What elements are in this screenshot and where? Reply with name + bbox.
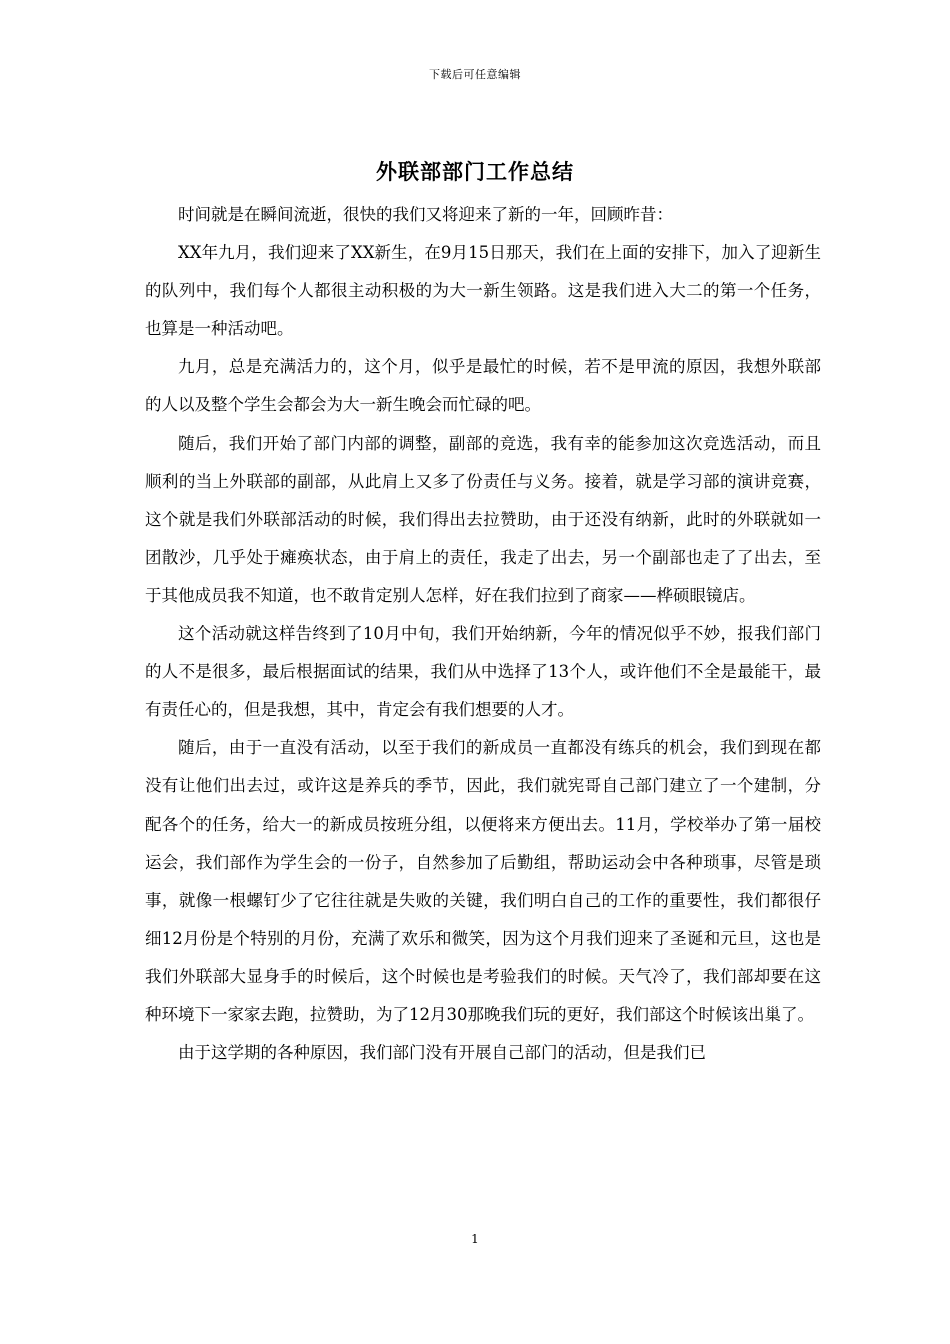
paragraph-november-december: 随后，由于一直没有活动，以至于我们的新成员一直都没有练兵的机会，我们到现在都没有让他们出去过，或许这是养兵的季节，因此，我们就宪哥自己部门建立了一个建制，分配各个的任务，给大一的新成员按班分组，以便将来方便出去。11月，学校举办了第一届校运会，我们部作为学生会的一份子，自然参加了后勤组，帮助运动会中各种琐事，尽管是琐事，就像一根螺钉少了它往往就是失败的关键，我们明白自己的工作的重要性，我们都很仔细12月份是个特别的月份，充满了欢乐和微笑，因为这个月我们迎来了圣诞和元旦，这也是我们外联部大显身手的时候后，这个时候也是考验我们的时候。天气冷了，我们部却要在这种环境下一家家去跑，拉赞助，为了12月30那晚我们玩的更好，我们部这个时候该出巢了。 bbox=[145, 738, 821, 1024]
paragraph-recruitment: 这个活动就这样告终到了10月中旬，我们开始纳新，今年的情况似乎不妙，报我们部门的人不是很多，最后根据面试的结果，我们从中选择了13个人，或许他们不全是最能干，最有责任心的，但是我想，其中，肯定会有我们想要的人才。 bbox=[145, 624, 821, 720]
document-body bbox=[145, 196, 821, 1072]
page-header-note: 下载后可任意编辑 bbox=[429, 68, 521, 81]
paragraph-department-adjustment: 随后，我们开始了部门内部的调整，副部的竞选，我有幸的能参加这次竞选活动，而且顺利的当上外联部的副部，从此肩上又多了份责任与义务。接着，就是学习部的演讲竞赛，这个就是我们外联部活动的时候，我们得出去拉赞助，由于还没有纳新，此时的外联就如一团散沙，几乎处于瘫痪状态，由于肩上的责任，我走了出去，另一个副部也走了了出去，至于其他成员我不知道，也不敢肯定别人怎样，好在我们拉到了商家——桦硕眼镜店。 bbox=[145, 433, 821, 605]
paragraph-september-welcome: XX年九月，我们迎来了XX新生，在9月15日那天，我们在上面的安排下，加入了迎新生的队列中，我们每个人都很主动积极的为大一新生领路。这是我们进入大二的第一个任务，也算是一种活动吧。 bbox=[145, 243, 821, 339]
paragraph-semester-summary: 由于这学期的各种原因，我们部门没有开展自己部门的活动，但是我们已 bbox=[178, 1043, 706, 1063]
paragraph-september-busy: 九月，总是充满活力的，这个月，似乎是最忙的时候，若不是甲流的原因，我想外联部的人以及整个学生会都会为大一新生晚会而忙碌的吧。 bbox=[145, 357, 821, 415]
page-number: 1 bbox=[471, 1232, 479, 1246]
page-title: 外联部部门工作总结 bbox=[376, 159, 574, 184]
paragraph-intro: 时间就是在瞬间流逝，很快的我们又将迎来了新的一年，回顾昨昔： bbox=[178, 205, 673, 224]
